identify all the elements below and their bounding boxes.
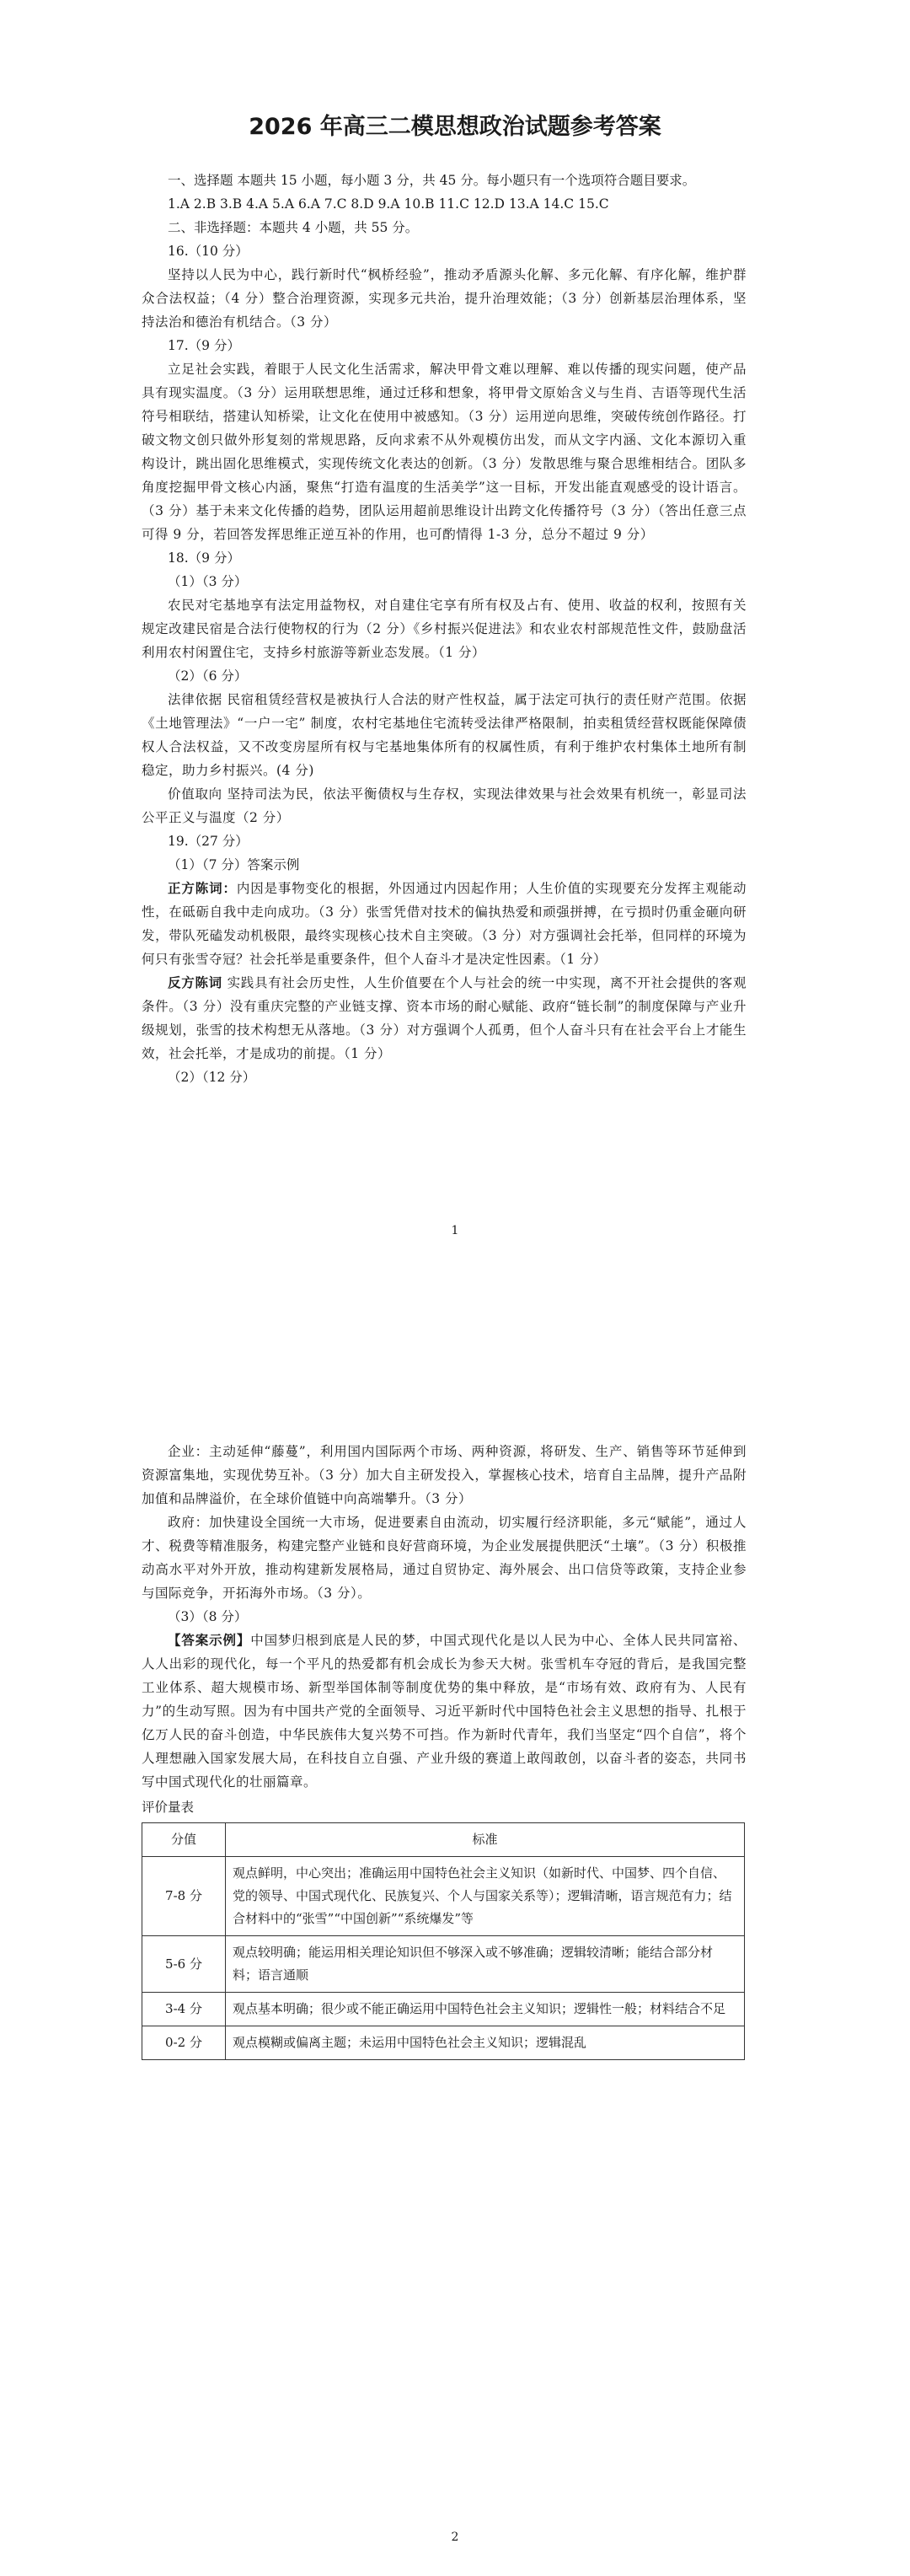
q19-negative-statement <box>142 971 747 1065</box>
page-number: 1 <box>451 1224 459 1237</box>
standard-cell: 观点鲜明，中心突出；准确运用中国特色社会主义知识（如新时代、中国梦、四个自信、党的领导、中国式现代化、民族复兴、个人与国家关系等）；逻辑清晰，语言规范有力；结合材料中的“张雪”“中国创新”“系统爆发”等 <box>226 1857 745 1936</box>
rubric-title: 评价量表 <box>142 1800 195 1815</box>
table-row <box>142 1993 745 2026</box>
column-header-score: 分值 <box>142 1823 226 1857</box>
standard-cell: 观点较明确；能运用相关理论知识但不够深入或不够准确；逻辑较清晰；能结合部分材料；语言通顺 <box>226 1936 745 1993</box>
column-header-standard: 标准 <box>226 1823 745 1857</box>
q19-3-heading: （3）（8 分） <box>168 1609 248 1624</box>
rubric-table <box>142 1822 745 2060</box>
section-1-heading: 一、选择题 本题共 15 小题，每小题 3 分，共 45 分。每小题只有一个选项符合题目要求。 <box>168 173 696 188</box>
affirmative-text: 内因是事物变化的根据，外因通过内因起作用；人生价值的实现要充分发挥主观能动性，在砥砺自我中走向成功。（3 分）张雪凭借对技术的偏执热爱和顽强拼搏，在亏损时仍重金砸向研发，带队死磕发动机极限，最终实现核心技术自主突破。（3 分）对方强调社会托举，但同样的环境为何只有张雪夺冠？社会托举是重要条件，但个人奋斗才是决定性因素。（1 分） <box>142 881 747 967</box>
q17-heading: 17.（9 分） <box>168 338 240 353</box>
example-text: 中国梦归根到底是人民的梦，中国式现代化是以人民为中心、全体人民共同富裕、人人出彩的现代化，每一个平凡的热爱都有机会成长为参天大树。张雪机车夺冠的背后，是我国完整工业体系、超大规模市场、新型举国体制等制度优势的集中释放，是“市场有效、政府有为、人民有力”的生动写照。因为有中国共产党的全面领导、习近平新时代中国特色社会主义思想的指导、扎根于亿万人民的奋斗创造，中华民族伟大复兴势不可挡。作为新时代青年，我们当坚定“四个自信”，将个人理想融入国家发展大局，在科技自立自强、产业升级的赛道上敢闯敢创，以奋斗者的姿态，共同书写中国式现代化的壮丽篇章。 <box>142 1633 747 1790</box>
score-cell: 5-6 分 <box>142 1936 226 1993</box>
standard-cell: 观点基本明确；很少或不能正确运用中国特色社会主义知识；逻辑性一般；材料结合不足 <box>226 1993 745 2026</box>
score-cell: 3-4 分 <box>142 1993 226 2026</box>
q19-heading: 19.（27 分） <box>168 834 249 849</box>
q19-affirmative-statement <box>142 877 747 971</box>
q19-2-enterprise: 企业：主动延伸“藤蔓”，利用国内国际两个市场、两种资源，将研发、生产、销售等环节延伸到资源富集地，实现优势互补。（3 分）加大自主研发投入，掌握核心技术，培育自主品牌，提升产品附加值和品牌溢价，在全球价值链中向高端攀升。（3 分） <box>142 1444 747 1506</box>
q18-1-answer: 农民对宅基地享有法定用益物权，对自建住宅享有所有权及占有、使用、收益的权利，按照有关规定改建民宿是合法行使物权的行为（2 分）《乡村振兴促进法》和农业农村部规范性文件，鼓励盘活利用农村闲置住宅，支持乡村旅游等新业态发展。（1 分） <box>142 598 747 660</box>
score-cell: 0-2 分 <box>142 2026 226 2060</box>
q16-answer: 坚持以人民为中心，践行新时代“枫桥经验”，推动矛盾源头化解、多元化解、有序化解，维护群众合法权益；（4 分）整合治理资源，实现多元共治，提升治理效能；（3 分）创新基层治理体系，坚持法治和德治有机结合。（3 分） <box>142 267 747 330</box>
q17-answer: 立足社会实践，着眼于人民文化生活需求，解决甲骨文难以理解、难以传播的现实问题，使产品具有现实温度。（3 分）运用联想思维，通过迁移和想象，将甲骨文原始含义与生肖、吉语等现代生活符号相联结，搭建认知桥梁，让文化在使用中被感知。（3 分）运用逆向思维，突破传统创作路径。打破文物文创只做外形复刻的常规思路，反向求索不从外观模仿出发，而从文字内涵、文化本源切入重构设计，跳出固化思维模式，实现传统文化表达的创新。（3 分）发散思维与聚合思维相结合。团队多角度挖掘甲骨文核心内涵，聚焦“打造有温度的生活美学”这一目标，开发出能直观感受的设计语言。（3 分）基于未来文化传播的趋势，团队运用超前思维设计出跨文化传播符号（3 分）（答出任意三点可得 9 分，若回答发挥思维正逆互补的作用，也可酌情得 1-3 分，总分不超过 9 分） <box>142 362 747 542</box>
page-2-body <box>142 1440 747 2060</box>
section-2-heading: 二、非选择题：本题共 4 小题，共 55 分。 <box>168 220 419 235</box>
section-1-answers: 1.A 2.B 3.B 4.A 5.A 6.A 7.C 8.D 9.A 10.B 11.C 12.D 13.A 14.C 15.C <box>168 196 609 212</box>
q18-heading: 18.（9 分） <box>168 550 240 566</box>
page-number: 2 <box>451 2530 459 2544</box>
q18-2-heading: （2）（6 分） <box>168 668 248 684</box>
page-1-body <box>142 169 747 1089</box>
standard-cell: 观点模糊或偏离主题；未运用中国特色社会主义知识；逻辑混乱 <box>226 2026 745 2060</box>
table-row <box>142 2026 745 2060</box>
affirmative-label: 正方陈词： <box>168 880 237 896</box>
negative-label: 反方陈词 <box>168 974 222 990</box>
score-cell: 7-8 分 <box>142 1857 226 1936</box>
page-2 <box>0 1288 910 2576</box>
example-label: 【答案示例】 <box>168 1632 251 1648</box>
negative-text: 实践具有社会历史性，人生价值要在个人与社会的统一中实现，离不开社会提供的客观条件。（3 分）没有重庆完整的产业链支撑、资本市场的耐心赋能、政府“链长制”的制度保障与产业升级规划，张雪的技术构想无从落地。（3 分）对方强调个人孤勇，但个人奋斗只有在社会平台上才能生效，社会托举，才是成功的前提。（1 分） <box>142 975 747 1061</box>
q18-2-legal-basis: 法律依据 民宿租赁经营权是被执行人合法的财产性权益，属于法定可执行的责任财产范围。依据《土地管理法》“一户一宅” 制度，农村宅基地住宅流转受法律严格限制，拍卖租赁经营权既能保障债权人合法权益，又不改变房屋所有权与宅基地集体所有的权属性质，有利于维护农村集体土地所有制稳定，助力乡村振兴。(4 分) <box>142 692 747 778</box>
table-row <box>142 1857 745 1936</box>
page-title: 2026 年高三二模思想政治试题参考答案 <box>249 114 661 140</box>
q19-2-government: 政府：加快建设全国统一大市场，促进要素自由流动，切实履行经济职能，多元“赋能”，通过人才、税费等精准服务，构建完整产业链和良好营商环境，为企业发展提供肥沃“土壤”。（3 分）积极推动高水平对外开放，推动构建新发展格局，通过自贸协定、海外展会、出口信贷等政策，支持企业参与国际竞争，开拓海外市场。（3 分）。 <box>142 1515 747 1601</box>
table-row <box>142 1936 745 1993</box>
q18-2-value-orientation: 价值取向 坚持司法为民，依法平衡债权与生存权，实现法律效果与社会效果有机统一，彰显司法公平正义与温度（2 分） <box>142 786 747 825</box>
q16-heading: 16.（10 分） <box>168 244 249 259</box>
q19-3-example <box>142 1629 747 1794</box>
table-header-row <box>142 1823 745 1857</box>
q19-2-heading: （2）（12 分） <box>168 1070 256 1085</box>
q18-1-heading: （1）（3 分） <box>168 574 248 589</box>
q19-1-heading: （1）（7 分）答案示例 <box>168 857 300 872</box>
